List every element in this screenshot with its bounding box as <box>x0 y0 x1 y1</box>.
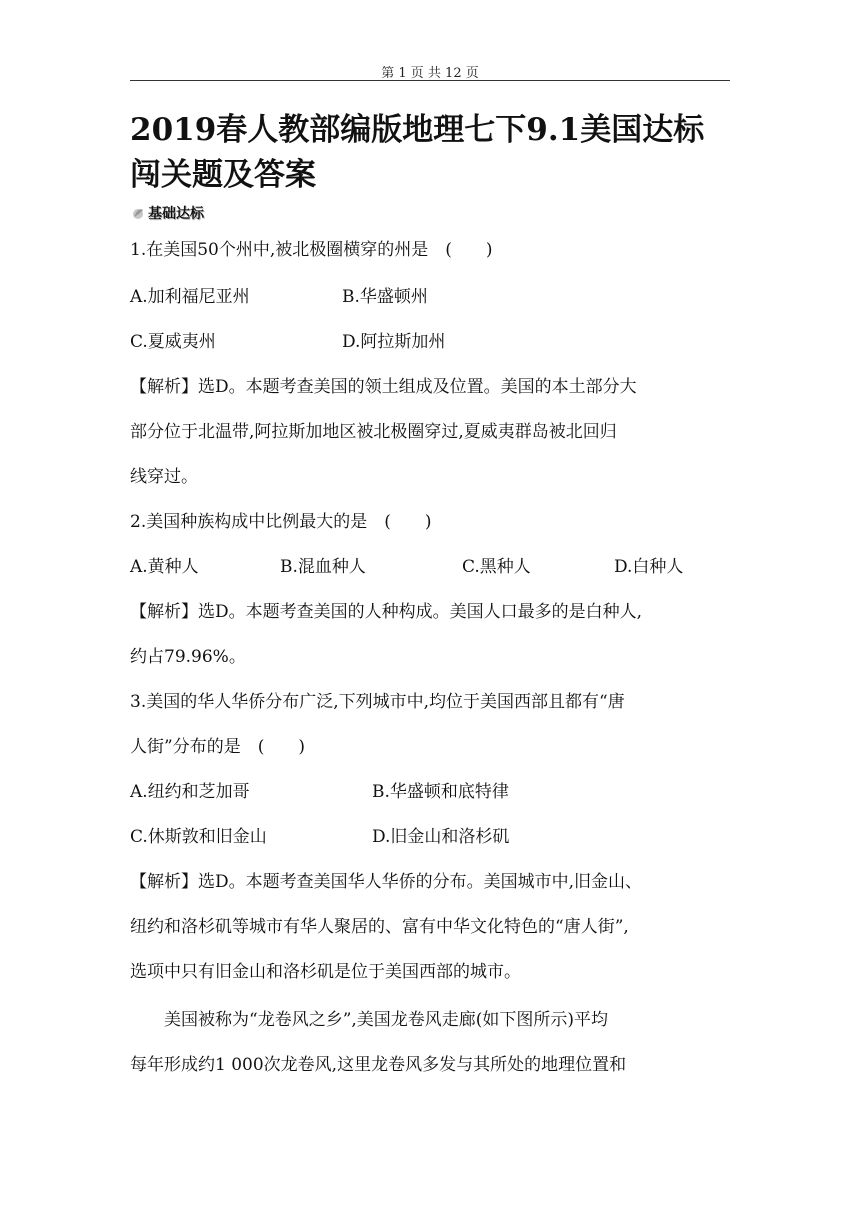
q3-stem-line-1: 3.美国的华人华侨分布广泛,下列城市中,均位于美国西部且都有“唐 <box>130 692 625 712</box>
q2-option-c: C.黑种人 <box>462 557 531 577</box>
q1-analysis-line-3: 线穿过。 <box>130 467 198 487</box>
section-badge <box>130 203 204 223</box>
q2-option-b: B.混血种人 <box>280 557 366 577</box>
q3-option-c: C.休斯敦和旧金山 <box>130 827 267 847</box>
passage-line-2: 每年形成约1 000次龙卷风,这里龙卷风多发与其所处的地理位置和 <box>130 1055 627 1075</box>
q3-analysis-line-3: 选项中只有旧金山和洛杉矶是位于美国西部的城市。 <box>130 962 521 982</box>
q3-analysis-line-2: 纽约和洛杉矶等城市有华人聚居的、富有中华文化特色的“唐人街”, <box>130 917 629 937</box>
q3-option-b: B.华盛顿和底特律 <box>372 782 509 802</box>
q2-analysis-line-1: 【解析】选D。本题考查美国的人种构成。美国人口最多的是白种人, <box>130 602 643 622</box>
document-title <box>130 108 740 198</box>
q2-stem: 2.美国种族构成中比例最大的是 ( ) <box>130 512 432 532</box>
q3-analysis-line-1: 【解析】选D。本题考查美国华人华侨的分布。美国城市中,旧金山、 <box>130 872 643 892</box>
header-rule <box>130 80 730 81</box>
q1-option-c: C.夏威夷州 <box>130 332 216 352</box>
q1-option-a: A.加利福尼亚州 <box>130 287 250 307</box>
q1-option-b: B.华盛顿州 <box>342 287 428 307</box>
q1-analysis-line-1: 【解析】选D。本题考查美国的领土组成及位置。美国的本土部分大 <box>130 377 637 397</box>
q2-option-a: A.黄种人 <box>130 557 199 577</box>
section-badge-label: 基础达标 <box>148 206 204 222</box>
passage-line-1: 美国被称为“龙卷风之乡”,美国龙卷风走廊(如下图所示)平均 <box>130 1010 609 1030</box>
q1-option-d: D.阿拉斯加州 <box>342 332 446 352</box>
q3-option-d: D.旧金山和洛杉矶 <box>372 827 510 847</box>
leaf-icon <box>130 205 146 221</box>
q1-analysis-line-2: 部分位于北温带,阿拉斯加地区被北极圈穿过,夏威夷群岛被北回归 <box>130 422 617 442</box>
title-line-1: 2019春人教部编版地理七下9.1美国达标 <box>130 112 705 148</box>
page-header: 第 1 页 共 12 页 <box>381 66 479 81</box>
q3-stem-line-2: 人街”分布的是 ( ) <box>130 737 305 757</box>
q1-stem: 1.在美国50个州中,被北极圈横穿的州是 ( ) <box>130 240 493 260</box>
q2-analysis-line-2: 约占79.96%。 <box>130 647 246 667</box>
q3-option-a: A.纽约和芝加哥 <box>130 782 250 802</box>
title-line-2: 闯关题及答案 <box>130 157 316 193</box>
q2-option-d: D.白种人 <box>614 557 684 577</box>
